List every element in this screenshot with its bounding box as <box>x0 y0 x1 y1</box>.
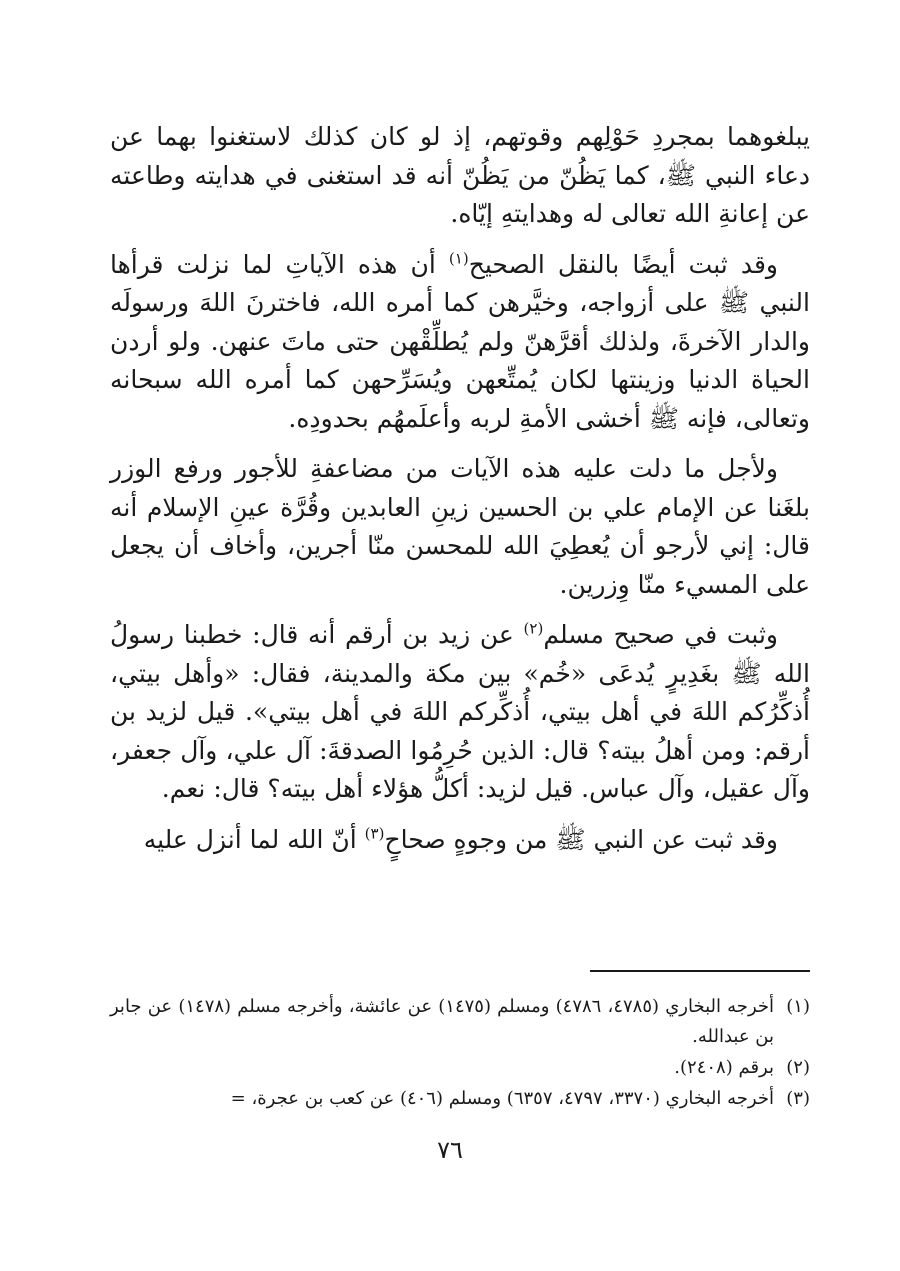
footnote-separator <box>590 970 810 972</box>
paragraph-1: يبلغوهما بمجردِ حَوْلِهم وقوتهم، إذ لو كان كذلك لاستغنوا بهما عن دعاء النبي ﷺ، كما يَظُنّ من يَظُنّ أنه قد استغنى في هدايته وطاعته عن إعانةِ الله تعالى له وهدايتهِ إيّاه. <box>110 122 810 228</box>
footnote-3-text: أخرجه البخاري (٣٣٧٠، ٤٧٩٧، ٦٣٥٧) ومسلم (٤٠٦) عن كعب بن عجرة، = <box>230 1088 774 1109</box>
footnote-ref-2[interactable]: (٢) <box>523 619 544 638</box>
paragraph-4-rest: عن زيد بن أرقم أنه قال: خطبنا رسولُ الله ﷺ بغَدِيرٍ يُدعَى «خُم» بين مكة والمدينة، فقال: «وأهل بيتي، أُذكِّرُكم اللهَ في أهل بيتي، أُذكِّركم اللهَ في أهل بيتي». قيل لزيد بن أرقم: ومن أهلُ بيته؟ قال: الذين حُرِمُوا الصدقةَ: آل علي، وآل جعفر، وآل عقيل، وآل عباس. قيل لزيد: أكلُّ هؤلاء أهل بيته؟ قال: نعم. <box>110 620 810 803</box>
paragraph-2-start: وقد ثبت أيضًا بالنقل الصحيح <box>468 249 779 279</box>
footnotes <box>110 992 810 1115</box>
page-number: ٧٦ <box>437 1136 463 1164</box>
footnote-2-text: برقم (٢٤٠٨). <box>674 1057 774 1078</box>
paragraph-5-rest: أنّ الله لما أنزل عليه <box>143 824 365 854</box>
footnote-3-number: (٣) <box>786 1088 810 1109</box>
footnote-1-text: أخرجه البخاري (٤٧٨٥، ٤٧٨٦) ومسلم (١٤٧٥) عن عائشة، وأخرجه مسلم (١٤٧٨) عن جابر بن عبدالله. <box>110 996 774 1047</box>
paragraph-5-start: وقد ثبت عن النبي ﷺ من وجوهٍ صحاحٍ <box>384 824 778 854</box>
paragraph-3: ولأجل ما دلت عليه هذه الآيات من مضاعفةِ للأجور ورفع الوزر بلغَنا عن الإمام علي بن الحسين زينِ العابدين وقُرَّة عينِ الإسلام أنه قال: إني لأرجو أن يُعطِيَ الله للمحسن منّا أجرين، وأخاف أن يجعل على المسيء منّا وِزرين. <box>110 454 810 599</box>
paragraph-2-rest: أن هذه الآياتِ لما نزلت قرأها النبي ﷺ على أزواجه، وخيَّرهن كما أمره الله، فاخترنَ اللهَ ورسولَه والدار الآخرةَ، ولذلك أقرَّهنّ ولم يُطلِّقْهن حتى ماتَ عنهن. ولو أردن الحياة الدنيا وزينتها لكان يُمتِّعهن ويُسَرِّحهن كما أمره الله سبحانه وتعالى، فإنه ﷺ أخشى الأمةِ لربه وأعلَمهُم بحدودِه. <box>110 249 810 433</box>
footnote-1 <box>110 992 810 1052</box>
paragraph-5 <box>110 821 810 860</box>
footnote-2-number: (٢) <box>786 1057 810 1078</box>
footnote-2 <box>110 1053 810 1083</box>
paragraph-4 <box>110 616 810 809</box>
footnote-ref-3[interactable]: (٣) <box>364 824 385 843</box>
paragraph-2 <box>110 246 810 439</box>
footnote-3 <box>110 1084 810 1114</box>
page-body <box>110 118 810 871</box>
paragraph-4-start: وثبت في صحيح مسلم <box>543 620 778 649</box>
footnote-ref-1[interactable]: (١) <box>448 249 469 268</box>
footnote-1-number: (١) <box>786 996 810 1017</box>
